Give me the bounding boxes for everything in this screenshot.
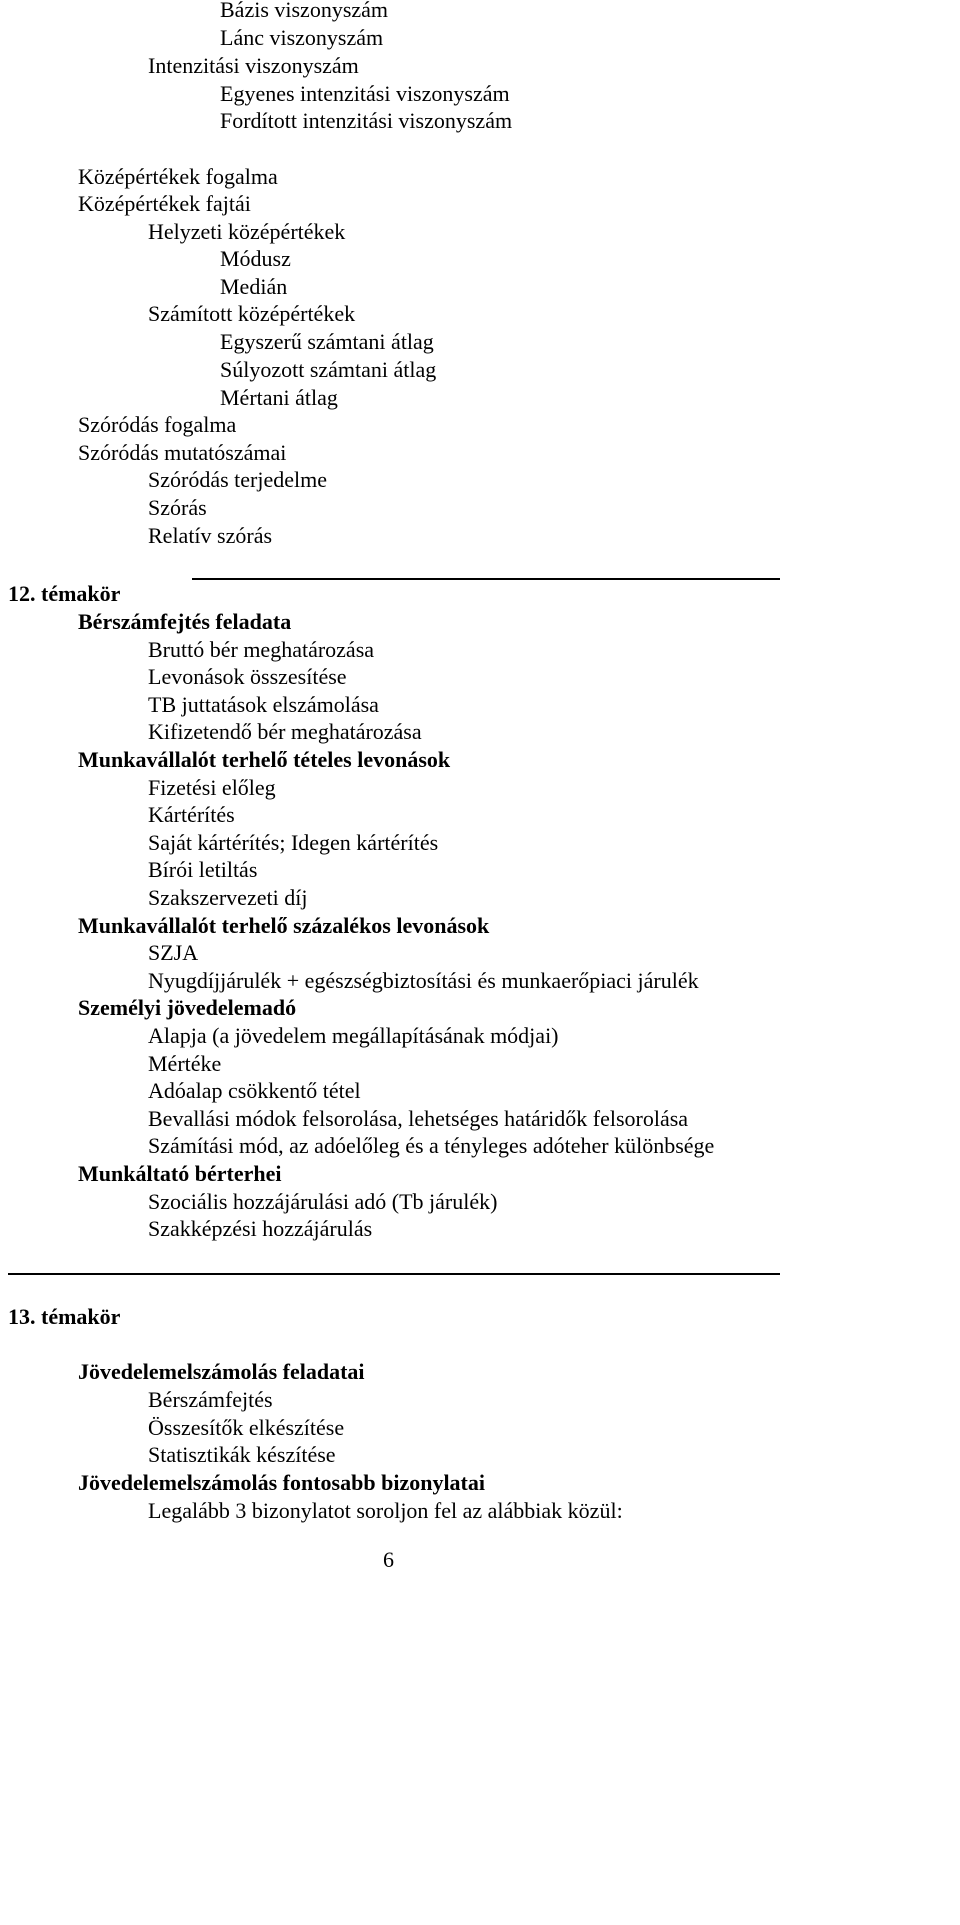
outline-heading: Bérszámfejtés feladata [78, 609, 292, 634]
outline-line: Módusz [220, 246, 291, 271]
outline-line: Nyugdíjjárulék + egészségbiztosítási és munkaerőpiaci járulék [148, 968, 699, 993]
outline-line: Egyenes intenzitási viszonyszám [220, 81, 510, 106]
outline-line: Középértékek fogalma [78, 164, 278, 189]
outline-line: Kártérítés [148, 802, 235, 827]
outline-heading: Munkáltató bérterhei [78, 1161, 282, 1186]
outline-line: Adóalap csökkentő tétel [148, 1078, 361, 1103]
outline-heading: Munkavállalót terhelő tételes levonások [78, 747, 451, 772]
outline-line: Szociális hozzájárulási adó (Tb járulék) [148, 1189, 498, 1214]
outline-line: Szakszervezeti díj [148, 885, 308, 910]
outline-line: Egyszerű számtani átlag [220, 329, 434, 354]
outline-heading: Jövedelemelszámolás feladatai [78, 1359, 365, 1384]
outline-line: Szóródás fogalma [78, 412, 237, 437]
outline-heading: Jövedelemelszámolás fontosabb bizonylatai [78, 1470, 485, 1495]
page-number: 6 [383, 1547, 394, 1572]
outline-line: Összesítők elkészítése [148, 1415, 345, 1440]
outline-line: Lánc viszonyszám [220, 25, 384, 50]
outline-heading: Munkavállalót terhelő százalékos levonások [78, 913, 490, 938]
outline-line: Fizetési előleg [148, 775, 276, 800]
outline-heading: Személyi jövedelemadó [78, 995, 297, 1020]
outline-line: Mértani átlag [220, 385, 338, 410]
outline-line: Bírói letiltás [148, 857, 258, 882]
outline-line: Szóródás terjedelme [148, 467, 327, 492]
section-divider [8, 1273, 780, 1275]
section-heading: 12. témakör [8, 581, 121, 606]
outline-line: Mértéke [148, 1051, 222, 1076]
outline-line: Bázis viszonyszám [220, 0, 389, 22]
outline-line: Alapja (a jövedelem megállapításának módjai) [148, 1023, 559, 1048]
outline-line: Helyzeti középértékek [148, 219, 346, 244]
outline-line: Bevallási módok felsorolása, lehetséges határidők felsorolása [148, 1106, 689, 1131]
outline-line: Bérszámfejtés [148, 1387, 273, 1412]
outline-line: Saját kártérítés; Idegen kártérítés [148, 830, 439, 855]
outline-line: Legalább 3 bizonylatot soroljon fel az alábbiak közül: [148, 1498, 623, 1523]
outline-line: Számítási mód, az adóelőleg és a tényleges adóteher különbsége [148, 1133, 715, 1158]
outline-line: Kifizetendő bér meghatározása [148, 719, 422, 744]
outline-line: Számított középértékek [148, 301, 356, 326]
outline-line: Fordított intenzitási viszonyszám [220, 108, 513, 133]
outline-line: Középértékek fajtái [78, 191, 251, 216]
outline-line: Szórás [148, 495, 207, 520]
outline-line: Bruttó bér meghatározása [148, 637, 375, 662]
outline-line: Relatív szórás [148, 523, 273, 548]
outline-line: TB juttatások elszámolása [148, 692, 379, 717]
section-divider [192, 578, 780, 580]
outline-line: SZJA [148, 940, 199, 965]
outline-line: Statisztikák készítése [148, 1442, 336, 1467]
outline-line: Súlyozott számtani átlag [220, 357, 437, 382]
section-heading: 13. témakör [8, 1304, 121, 1329]
outline-line: Szakképzési hozzájárulás [148, 1216, 373, 1241]
outline-line: Levonások összesítése [148, 664, 347, 689]
outline-line: Intenzitási viszonyszám [148, 53, 359, 78]
outline-line: Medián [220, 274, 288, 299]
outline-line: Szóródás mutatószámai [78, 440, 287, 465]
